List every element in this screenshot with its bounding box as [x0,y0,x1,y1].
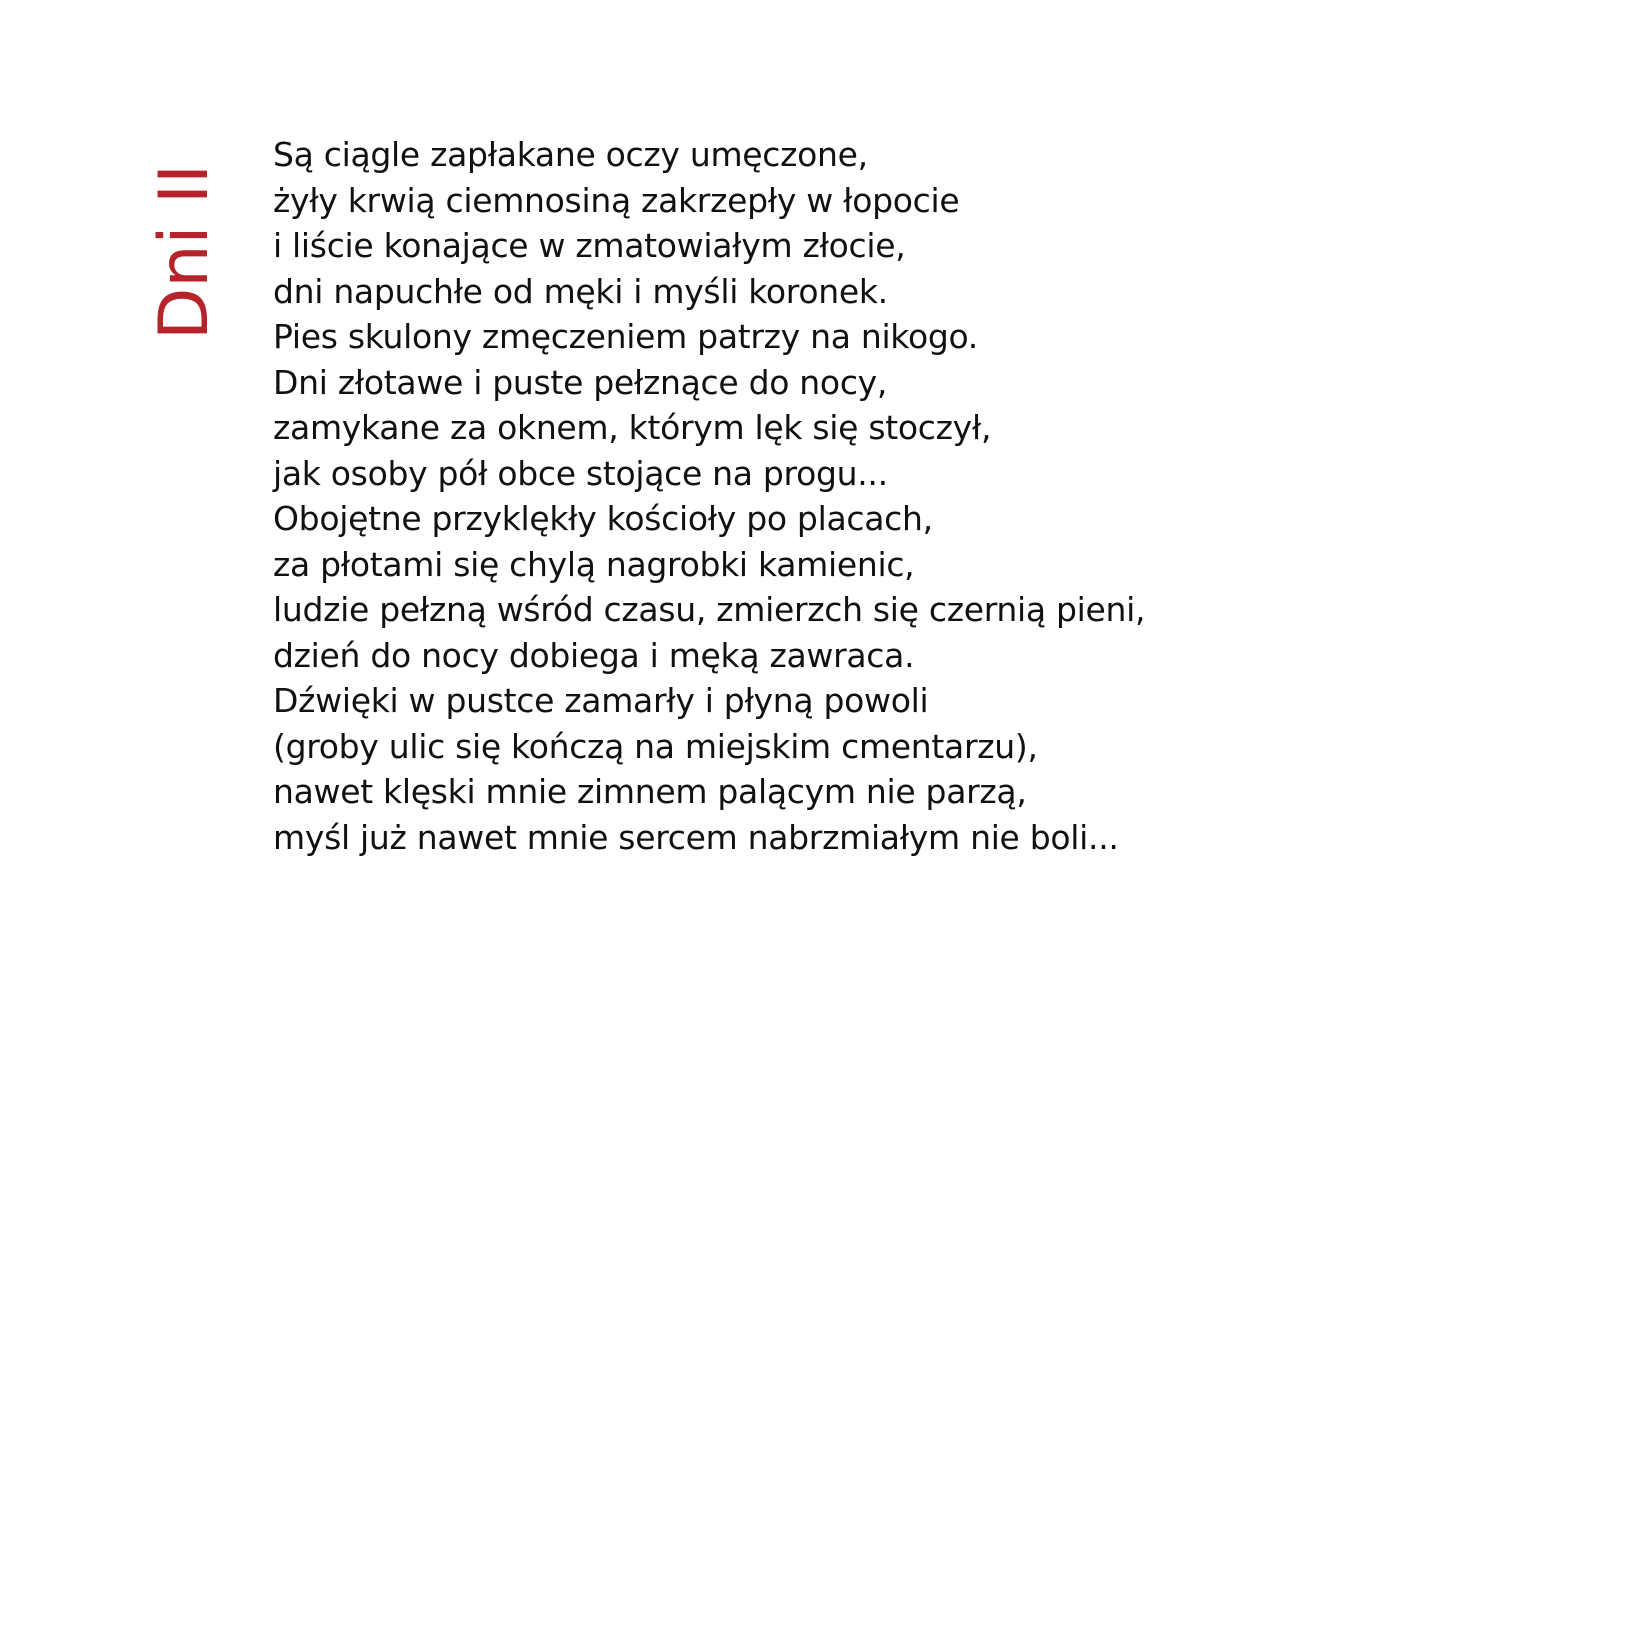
poem-line: i liście konające w zmatowiałym złocie, [273,226,906,265]
poem-line: za płotami się chylą nagrobki kamienic, [273,544,915,584]
poem-line: Dni złotawe i puste pełznące do nocy, [273,362,888,402]
poem-body [273,132,1273,860]
title-container [145,140,224,340]
poem-line: dni napuchłe od męki i myśli koronek. [273,271,888,311]
poem-line: nawet klęski mnie zimnem palącym nie parzą, [273,772,1027,811]
poem-title: Dni II [145,163,224,340]
poem-line: myśl już nawet mnie sercem nabrzmiałym nie boli... [273,817,1119,857]
poem-line: zamykane za oknem, którym lęk się stoczył, [273,408,992,447]
poem-line: Pies skulony zmęczeniem patrzy na nikogo. [273,317,978,356]
poem-line: żyły krwią ciemnosiną zakrzepły w łopocie [273,180,960,220]
poem-line: jak osoby pół obce stojące na progu... [273,453,888,493]
poem-line: ludzie pełzną wśród czasu, zmierzch się czernią pieni, [273,590,1146,629]
poem-line: Dźwięki w pustce zamarły i płyną powoli [273,681,929,720]
poem-line: dzień do nocy dobiega i męką zawraca. [273,635,915,675]
poem-line: Są ciągle zapłakane oczy umęczone, [273,135,868,174]
poem-line: (groby ulic się kończą na miejskim cmentarzu), [273,726,1038,766]
poem-line: Obojętne przyklękły kościoły po placach, [273,499,933,538]
